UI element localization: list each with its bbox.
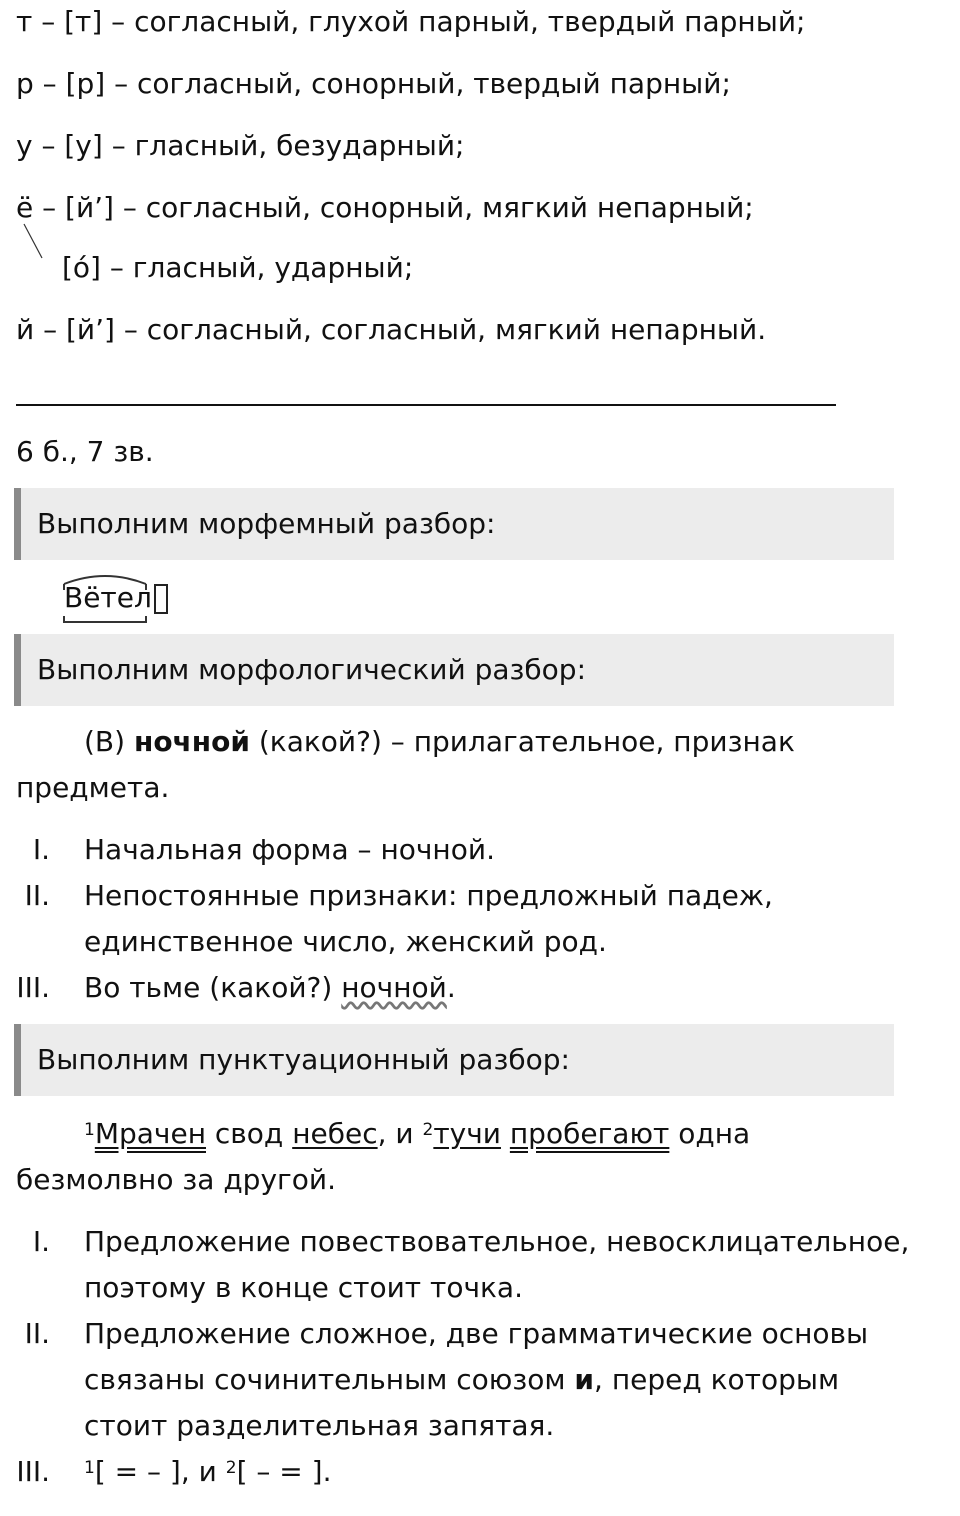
list-item-cont [84,1364,839,1396]
list-item: Начальная форма – ночной. [84,833,495,866]
list-item: Непостоянные признаки: предложный падеж, [84,879,773,912]
text [501,1117,510,1150]
sentence-scheme [84,1456,332,1488]
text: Во тьме (какой?) [84,971,342,1004]
clause-index: 1 [84,1120,95,1140]
clause-index: 2 [225,1458,237,1478]
morphemic-word: Вётел [64,581,152,614]
letters-sounds-count: 6 б., 7 зв. [16,435,154,468]
list-marker: II. [24,879,50,912]
clause-index: 2 [422,1120,434,1140]
text: одна [669,1117,751,1150]
predicate: пробегают [509,1117,670,1150]
example-sentence-cont: безмолвно за другой. [16,1163,336,1196]
phonetic-line: у – [у] – гласный, безударный; [16,129,465,162]
list-item: Предложение сложное, две грамматические основы [84,1317,869,1350]
section-header-morphological [14,634,894,706]
target-word: ночной [133,725,250,758]
morph-intro-cont: предмета. [16,771,170,804]
list-item-cont: стоит разделительная запятая. [84,1409,555,1442]
phonetic-line: т – [т] – согласный, глухой парный, твердый парный; [16,5,806,38]
scheme-part: [ – = ]. [236,1455,332,1488]
text: , перед которым [594,1363,840,1396]
section-header-punctuation [14,1024,894,1096]
list-item [84,972,456,1004]
text: (В) [84,725,134,758]
clause-index: 1 [84,1458,95,1478]
conjunction: и [574,1363,595,1396]
list-item: Предложение повествовательное, невосклицательное, [84,1225,910,1258]
scheme-part: [ = – ], и [94,1455,226,1488]
list-marker: I. [32,1225,50,1258]
list-marker: I. [32,833,50,866]
predicate: Мрачен [94,1117,206,1150]
phonetic-line: [ó] – гласный, ударный; [62,251,414,284]
list-item-cont: поэтому в конце стоит точка. [84,1271,523,1304]
list-marker: III. [16,971,50,1004]
example-sentence [84,1118,750,1150]
subject: небес [292,1117,378,1150]
morph-intro [84,726,795,758]
text: , и [377,1117,423,1150]
text: . [446,971,456,1004]
diagonal-connector [22,222,46,262]
phonetic-line: ё – [й’] – согласный, сонорный, мягкий непарный; [16,191,754,224]
text: свод [206,1117,293,1150]
section-title: Выполним морфологический разбор: [37,653,587,686]
divider [16,404,836,406]
attribute-word: ночной [341,971,447,1004]
text: связаны сочинительным союзом [84,1363,575,1396]
list-item-cont: единственное число, женский род. [84,925,607,958]
subject: тучи [433,1117,501,1150]
zero-ending-box [154,584,168,614]
section-header-morphemic [14,488,894,560]
text: (какой?) – прилагательное, признак [249,725,795,758]
list-marker: II. [24,1317,50,1350]
section-title: Выполним морфемный разбор: [37,507,496,540]
phonetic-line: р – [р] – согласный, сонорный, твердый парный; [16,67,731,100]
phonetic-line: й – [й’] – согласный, согласный, мягкий непарный. [16,313,767,346]
section-title: Выполним пунктуационный разбор: [37,1043,570,1076]
list-marker: III. [16,1455,50,1488]
